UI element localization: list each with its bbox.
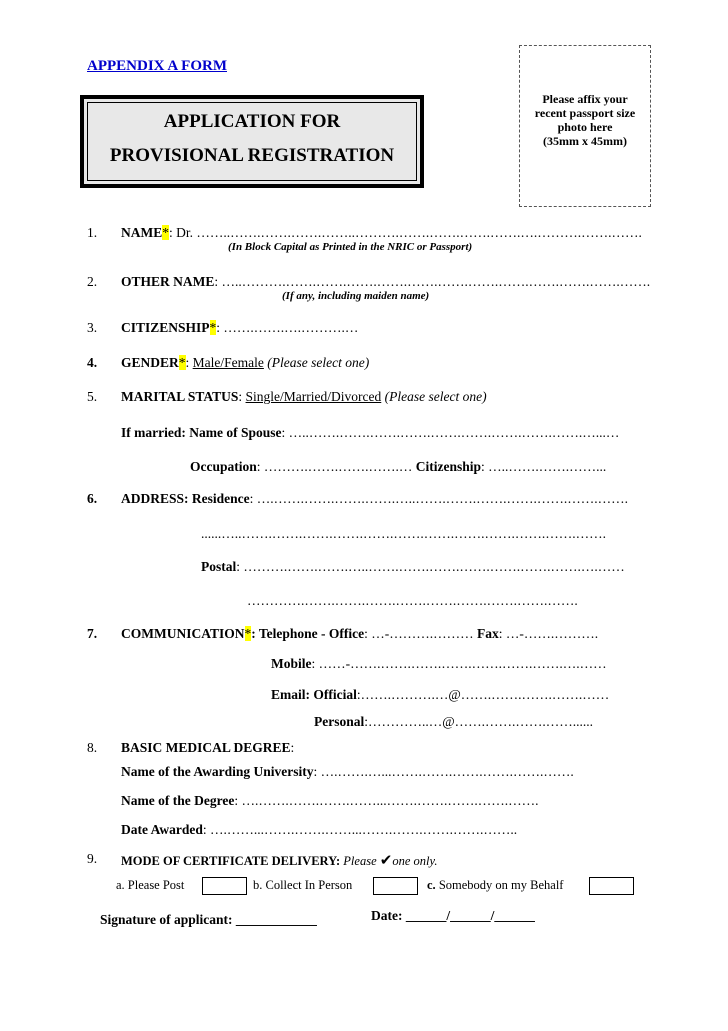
marital-sep: : xyxy=(238,389,246,404)
required-asterisk: * xyxy=(209,320,217,335)
spouse-occupation-field[interactable] xyxy=(190,459,606,475)
spouse-name-blank: …..…….…….…….…….…….…….…….…….…….…...… xyxy=(288,425,620,440)
fax-label: Fax xyxy=(477,626,499,641)
spouse-citizenship-blank: : …..…….…….……... xyxy=(481,459,607,474)
marital-status-field xyxy=(121,389,487,405)
marital-status-label: MARITAL STATUS xyxy=(121,389,239,404)
other-name-field[interactable] xyxy=(121,274,650,290)
item-number-4: 4. xyxy=(87,355,98,370)
university-blank: : ….…….…...…….…….…….…….…….……. xyxy=(313,764,574,779)
citizenship-field[interactable] xyxy=(121,320,358,336)
option-behalf-checkbox[interactable] xyxy=(589,877,634,895)
name-field[interactable] xyxy=(121,225,642,241)
occupation-label: Occupation xyxy=(190,459,257,474)
name-note: (In Block Capital as Printed in the NRIC or Passport) xyxy=(228,241,473,253)
mobile-field[interactable] xyxy=(271,656,607,672)
university-label: Name of the Awarding University xyxy=(121,764,314,779)
email-official-field[interactable] xyxy=(271,687,609,703)
spouse-citizenship-label: Citizenship xyxy=(415,459,482,474)
gender-options[interactable]: Male/Female xyxy=(192,355,264,370)
name-prefix: : Dr. xyxy=(169,225,197,240)
personal-blank: :…………..…@…….…….…….……...... xyxy=(364,714,594,729)
delivery-label: MODE OF CERTIFICATE DELIVERY: xyxy=(121,854,341,868)
fax-blank: : …-…….………. xyxy=(498,626,599,641)
item-number-5: 5. xyxy=(87,389,98,404)
photo-instruction-2: recent passport size xyxy=(534,106,636,120)
required-asterisk: * xyxy=(162,225,169,240)
gender-sep: : xyxy=(185,355,193,370)
option-c-text: Somebody on my Behalf xyxy=(435,878,564,892)
communication-sep: : xyxy=(251,626,259,641)
spouse-name-sep: : xyxy=(281,425,289,440)
telephone-blank: : …-……….……… xyxy=(364,626,478,641)
degree-name-field[interactable] xyxy=(121,793,538,809)
residence-address-field[interactable] xyxy=(121,491,628,507)
address-label: ADDRESS xyxy=(121,491,185,506)
application-title-box xyxy=(80,95,424,188)
date-awarded-label: Date Awarded xyxy=(121,822,203,837)
email-label: Email xyxy=(271,687,306,702)
degree-name-blank: : ….…….…….…….……...…….…….…….…….……. xyxy=(234,793,539,808)
postal-line-2[interactable]: ………….…….…….…….…….…….…….…….…….……. xyxy=(247,593,578,608)
residence-blank: ….…….…….…….…….…..…….…….…….…….…….…….……. xyxy=(256,491,629,506)
photo-instruction-3: photo here xyxy=(557,120,613,134)
item-number-8: 8. xyxy=(87,740,98,755)
option-post-label: a. Please Post xyxy=(116,878,185,892)
other-name-sep: : xyxy=(214,274,222,289)
occupation-blank: ……….…….…….…….… xyxy=(263,459,416,474)
required-asterisk: * xyxy=(178,355,186,370)
option-collect-checkbox[interactable] xyxy=(373,877,418,895)
item-number-9: 9. xyxy=(87,851,98,866)
appendix-title: APPENDIX A FORM xyxy=(87,58,227,74)
university-field[interactable] xyxy=(121,764,574,780)
other-name-note: (If any, including maiden name) xyxy=(282,290,430,302)
gender-field xyxy=(121,355,369,371)
postal-blank: : ……….…….…….…..…….…….…….…….…….…….…….….…… xyxy=(236,559,625,574)
title-line-2: PROVISIONAL REGISTRATION xyxy=(109,145,395,166)
citizenship-label: CITIZENSHIP xyxy=(121,320,210,335)
citizenship-blank: …….…….….……….… xyxy=(223,320,359,335)
mobile-blank: : ……-…….…….…….…….…….…….…….….…… xyxy=(311,656,607,671)
name-label: NAME xyxy=(121,225,163,240)
item-number-1: 1. xyxy=(87,225,98,240)
gender-label: GENDER xyxy=(121,355,179,370)
option-behalf-label xyxy=(427,878,563,893)
marital-hint: (Please select one) xyxy=(384,389,487,404)
residence-sep: : xyxy=(249,491,257,506)
delivery-hint-2: one only. xyxy=(392,854,438,868)
email-personal-field[interactable] xyxy=(314,714,593,730)
personal-label: Personal xyxy=(314,714,365,729)
degree-name-label: Name of the Degree xyxy=(121,793,235,808)
official-label: : Official xyxy=(305,687,357,702)
mobile-label: Mobile xyxy=(271,656,312,671)
degree-sep: : xyxy=(290,740,295,755)
other-name-blank: …..……….…….…….…….…….…….…….…….…….…….…….…….……. xyxy=(221,274,651,289)
spouse-name-field[interactable] xyxy=(121,425,619,441)
date-field[interactable]: Date: ______/______/______ xyxy=(371,908,535,923)
degree-heading xyxy=(121,740,294,756)
communication-label: COMMUNICATION xyxy=(121,626,245,641)
name-blank: ……..…….…….…….……..……….…….…….…….…….….……….…….……. xyxy=(196,225,642,240)
passport-photo-box xyxy=(519,45,651,207)
telephone-label: Telephone - Office xyxy=(258,626,365,641)
residence-label: : Residence xyxy=(184,491,250,506)
item-number-6: 6. xyxy=(87,491,98,506)
signature-field[interactable]: Signature of applicant: ____________ xyxy=(100,912,317,927)
delivery-heading xyxy=(121,851,437,869)
marital-options[interactable]: Single/Married/Divorced xyxy=(245,389,382,404)
delivery-hint: Please xyxy=(343,854,377,868)
postal-address-field[interactable] xyxy=(201,559,625,575)
option-c-letter: c. xyxy=(427,878,436,892)
item-number-7: 7. xyxy=(87,626,98,641)
item-number-2: 2. xyxy=(87,274,98,289)
title-line-1: APPLICATION FOR xyxy=(163,111,341,132)
postal-label: Postal xyxy=(201,559,237,574)
checkmark-icon: ✔ xyxy=(379,851,393,869)
option-post-checkbox[interactable] xyxy=(202,877,247,895)
residence-line-2[interactable]: ......…..…….…….…….…….…….…….…….…….…….…….…….……. xyxy=(201,526,606,541)
photo-instruction-4: (35mm x 45mm) xyxy=(543,134,627,148)
date-awarded-field[interactable] xyxy=(121,822,517,838)
occupation-sep: : xyxy=(256,459,264,474)
spouse-name-label: If married: Name of Spouse xyxy=(121,425,282,440)
required-asterisk: * xyxy=(244,626,252,641)
degree-label: BASIC MEDICAL DEGREE xyxy=(121,740,291,755)
official-blank: :…….……….…@…….…….…….…….…… xyxy=(356,687,610,702)
photo-instruction-1: Please affix your xyxy=(542,92,628,106)
gender-hint: (Please select one) xyxy=(267,355,370,370)
option-collect-label: b. Collect In Person xyxy=(253,878,353,892)
item-number-3: 3. xyxy=(87,320,98,335)
other-name-label: OTHER NAME xyxy=(121,274,215,289)
date-awarded-blank: : ….……...…….…….……...…….…….…….…….…….. xyxy=(202,822,518,837)
citizenship-sep: : xyxy=(216,320,224,335)
telephone-field[interactable] xyxy=(121,626,598,642)
